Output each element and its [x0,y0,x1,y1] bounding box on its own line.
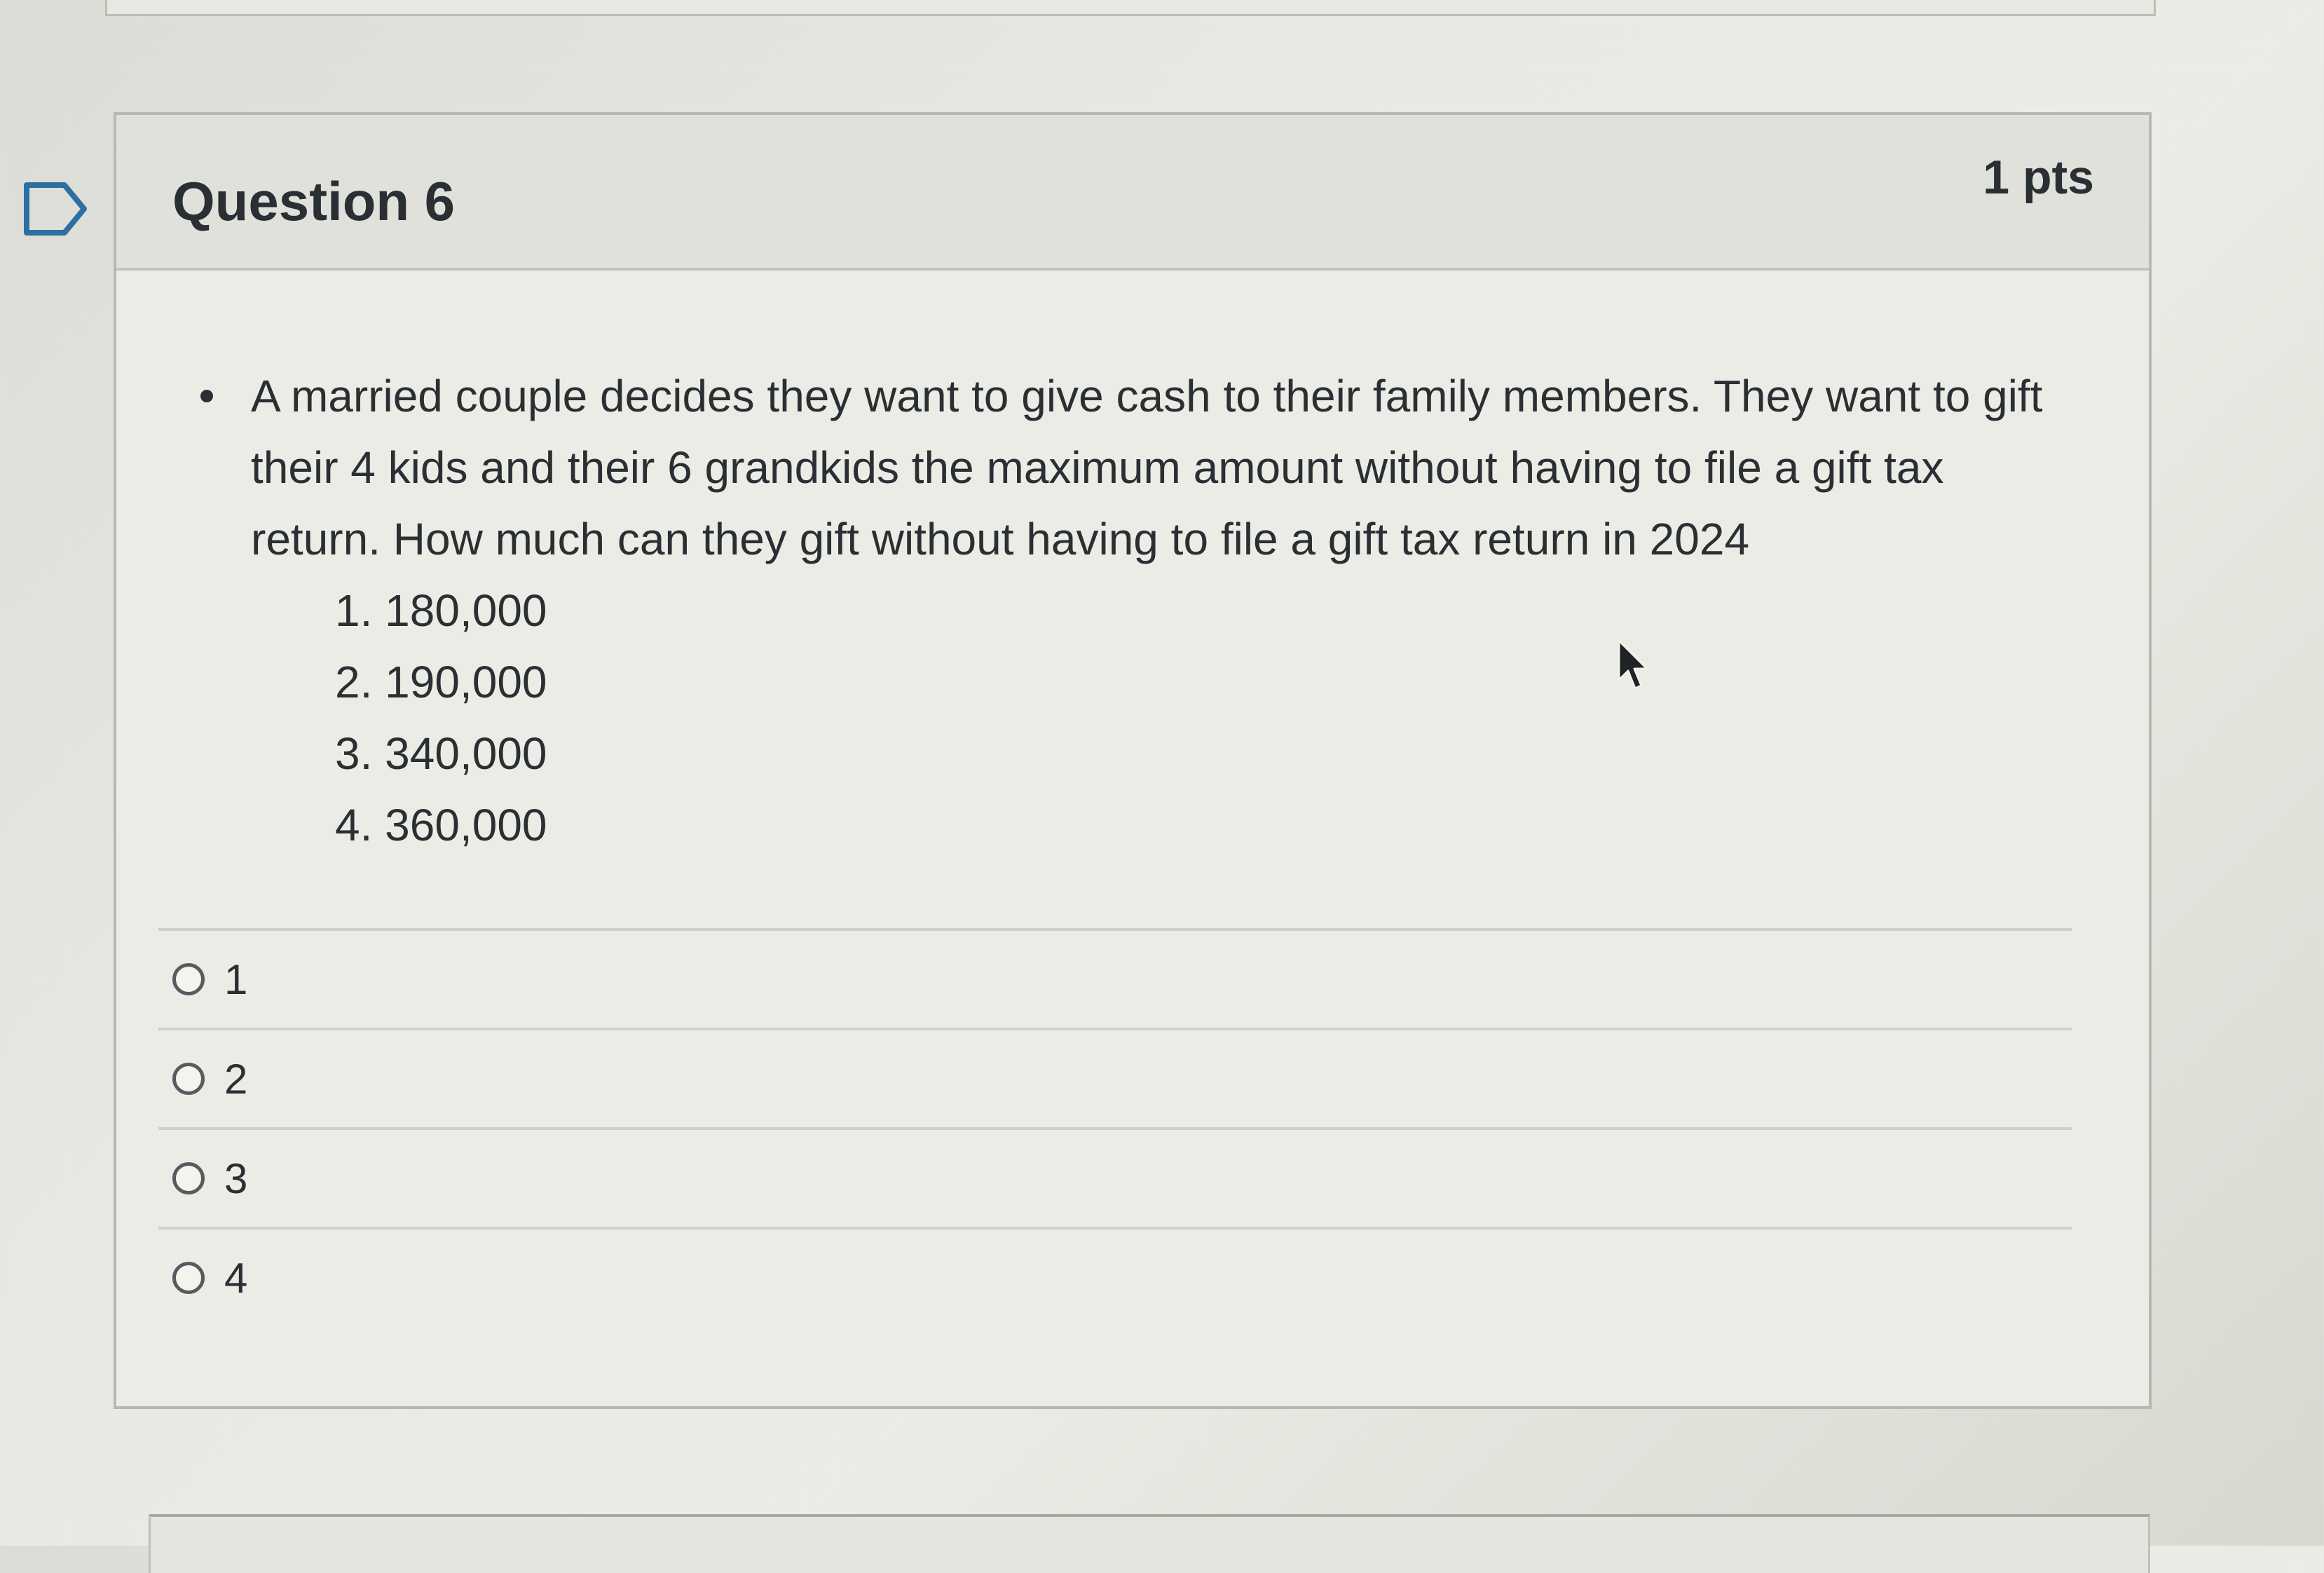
question-text [195,360,2073,861]
radio-button-1[interactable] [172,963,205,995]
listed-answer-2: 2. 190,000 [335,657,547,707]
question-prompt: A married couple decides they want to give cash to their family members. They want to gift their 4 kids and their 6 grandkids the maximum amount without having to file a gift tax return. How much can they gift without having to file a gift tax return in 2024 [251,371,2043,564]
answer-option-4[interactable] [158,1227,2072,1326]
question-points: 1 pts [1983,151,2094,204]
answer-option-1[interactable] [158,928,2072,1028]
listed-answer-1: 1. 180,000 [335,585,547,636]
answer-option-3[interactable] [158,1127,2072,1227]
previous-question-card-edge [105,0,2156,16]
question-title: Question 6 [172,170,456,232]
bookmark-flag-icon[interactable] [21,181,91,237]
listed-answers [251,575,2073,861]
answer-option-label[interactable]: 2 [224,1055,248,1103]
answer-option-label[interactable]: 4 [224,1254,248,1302]
answer-option-2[interactable] [158,1028,2072,1127]
answer-choices [158,928,2072,1326]
listed-answer-3: 3. 340,000 [335,728,547,779]
question-prompt-item [195,360,2073,861]
mouse-pointer-icon [1616,639,1651,695]
question-card [114,112,2152,1409]
radio-button-3[interactable] [172,1162,205,1194]
listed-answer-4: 4. 360,000 [335,800,547,850]
bullet-dot [200,390,213,402]
question-header [116,115,2149,271]
next-question-card-edge [149,1514,2150,1573]
radio-button-4[interactable] [172,1262,205,1294]
radio-button-2[interactable] [172,1063,205,1095]
answer-option-label[interactable]: 1 [224,955,248,1003]
answer-option-label[interactable]: 3 [224,1155,248,1202]
